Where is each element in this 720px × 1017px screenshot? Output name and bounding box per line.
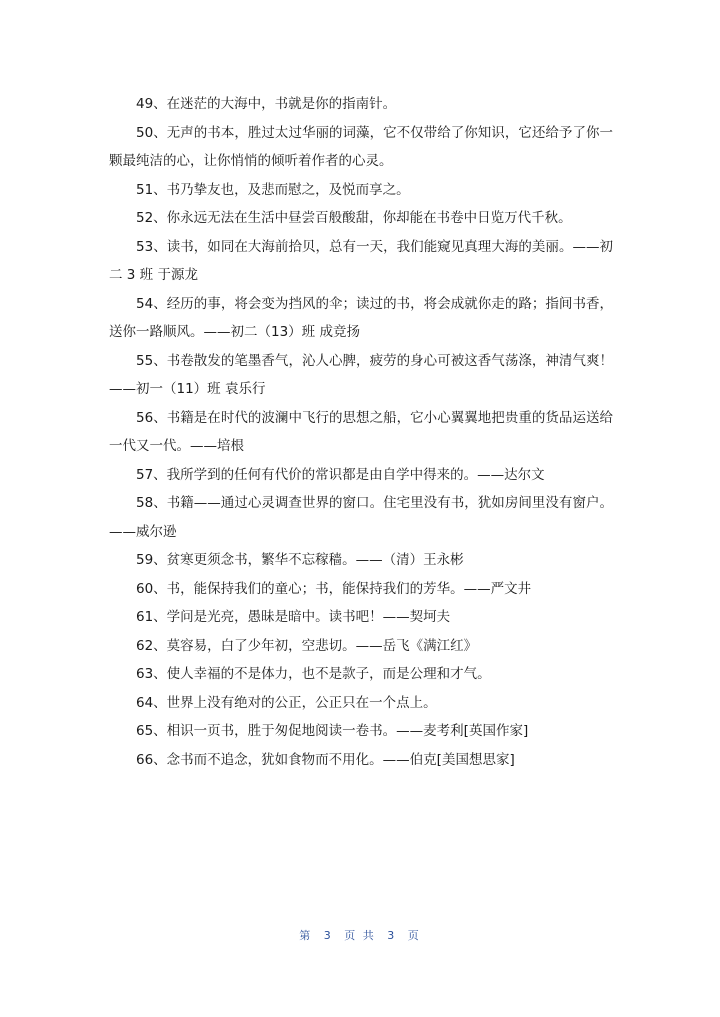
quote-paragraph: 50、无声的书本，胜过太过华丽的词藻，它不仅带给了你知识，它还给予了你一颗最纯洁的心，让你悄悄的倾听着作者的心灵。 bbox=[109, 124, 613, 169]
footer-middle: 页 共 bbox=[344, 929, 376, 942]
page-footer bbox=[0, 927, 720, 943]
quote-paragraph: 57、我所学到的任何有代价的常识都是由自学中得来的。——达尔文 bbox=[136, 466, 545, 483]
quote-paragraph: 54、经历的事，将会变为挡风的伞；读过的书，将会成就你走的路；指间书香，送你一路顺风。——初二（13）班 成竞扬 bbox=[109, 295, 613, 340]
quote-paragraph: 66、念书而不追念，犹如食物而不用化。——伯克[美国想思家] bbox=[136, 751, 515, 768]
quote-paragraph: 52、你永远无法在生活中昼尝百般酸甜，你却能在书卷中日览万代千秋。 bbox=[136, 210, 572, 226]
quote-paragraph: 55、书卷散发的笔墨香气，沁人心脾，疲劳的身心可被这香气荡涤，神清气爽！——初一（11）班 袁乐行 bbox=[109, 352, 613, 397]
footer-prefix: 第 bbox=[299, 929, 313, 942]
document-body bbox=[109, 90, 613, 774]
quote-paragraph: 59、贫寒更须念书，繁华不忘稼穑。——（清）王永彬 bbox=[136, 552, 464, 568]
total-pages: 3 bbox=[387, 929, 397, 942]
quote-paragraph: 51、书乃挚友也，及悲而慰之，及悦而享之。 bbox=[136, 181, 410, 198]
quote-paragraph: 49、在迷茫的大海中，书就是你的指南针。 bbox=[136, 96, 397, 112]
quote-paragraph: 64、世界上没有绝对的公正，公正只在一个点上。 bbox=[136, 694, 437, 711]
quote-paragraph: 56、书籍是在时代的波澜中飞行的思想之船，它小心翼翼地把贵重的货品运送给一代又一代。——培根 bbox=[109, 409, 613, 454]
quote-paragraph: 53、读书，如同在大海前拾贝，总有一天，我们能窥见真理大海的美丽。——初二 3 班 于源龙 bbox=[109, 238, 613, 283]
quote-paragraph: 58、书籍——通过心灵调查世界的窗口。住宅里没有书，犹如房间里没有窗户。——威尔逊 bbox=[109, 495, 613, 540]
quote-paragraph: 62、莫容易，白了少年初，空悲切。——岳飞《满江红》 bbox=[136, 637, 478, 654]
quote-paragraph: 60、书，能保持我们的童心；书，能保持我们的芳华。——严文井 bbox=[136, 580, 532, 597]
quote-paragraph: 63、使人幸福的不是体力，也不是款子，而是公理和才气。 bbox=[136, 666, 491, 682]
quote-paragraph: 65、相识一页书，胜于匆促地阅读一卷书。——麦考利[英国作家] bbox=[136, 723, 529, 739]
quote-paragraph: 61、学问是光亮，愚昧是暗中。读书吧！——契坷夫 bbox=[136, 609, 451, 625]
footer-suffix: 页 bbox=[407, 929, 421, 942]
page-number: 3 bbox=[323, 929, 333, 942]
